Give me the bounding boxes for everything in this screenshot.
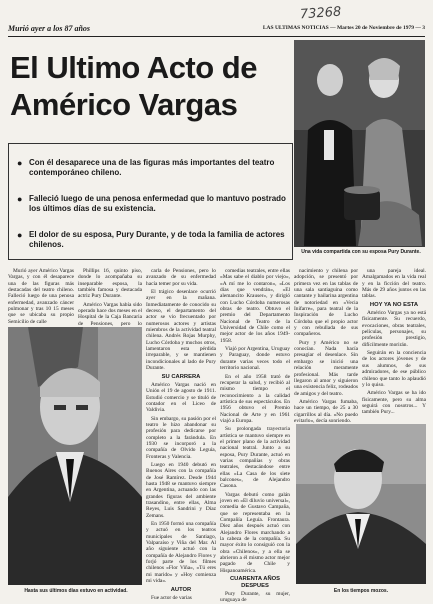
article-column-1: Murió ayer Américo Vargas Vargas, y con él desaparece una de las figuras más destacadas del teatro chileno. Falleció luego de una penosa enfermedad, avanzado cáncer pulmonar y tras 10 15 meses que se ubicaba su propio Semicilio de calle [8,268,74,325]
photo-couple [294,40,425,247]
bullet-icon: ● [17,230,23,240]
caption-young: En los tiempos mozos. [333,588,389,594]
subheading-carrera: SU CARRERA [161,373,201,380]
caption-couple: Una vida compartida con su esposa Pury Durante. [301,249,421,255]
headline-line-2: Américo Vargas [10,87,238,122]
photo-young-image [296,424,426,584]
header-left: Murió ayer a los 87 años [8,24,91,33]
bullet-icon: ● [17,194,23,204]
photo-portrait [8,327,142,585]
highlights-box [8,143,293,260]
article-column-5: nacimiento y chilena por adopción, se presentó por primera vez en las tablas de una sala santiaguina como cantante y bailarina argentina de notoriedad en «Vecia Inifarre», para teatral de la Inspiración de Lucho Córdoba que el propio actor y con rebullada de sus compañeros. Pury y Américo no se conocían. Nada hacía presagiar el desenlace. Sin embargo se inició una relación meramente profesional. Más tarde llegaron al amor y siguieron una existencia feliz, rodeados de amigos y del teatro. Américo Vargas fumaba, hace un tiempo, de 25 a 30 cigarrillos al día. «No puedo evitarlo», decía sonriendo. [294,268,358,424]
handwritten-note: 73268 [299,4,342,23]
photo-young [296,424,426,584]
subheading-autor: AUTOR [170,586,192,593]
subheading-hoy: HOY YA NO ESTA [369,301,419,308]
headline-line-1: El Ultimo Acto de [10,50,257,85]
subheading-cuarenta: CUARENTA AÑOS DESPUES [229,576,281,589]
bullet-icon: ● [17,158,23,168]
highlight-item: ● El dolor de su esposa, Pury Durante, y de toda la familia de actores chilenos. [17,230,285,249]
header-right: LAS ULTIMAS NOTICIAS — Martes 20 de Noviembre de 1979 — 3 [262,25,425,31]
caption-portrait: Hasta sus últimos días estuvo en actividad. [24,588,128,594]
article-column-2: Phillips 16, quinto piso, donde lo acompañaba su inseparable esposa, la también famosa y destacada actriz Pury Durante. Américo Vargas había sido operado hace dos meses en el Hospital de la Caja Bancaria de Pensiones, pero lo [78,268,142,327]
article-column-6: una pareja ideal. Amalgamados en la vida real y en la ficción del teatro. Más de 29 años juntos en las tablas. HOY YA NO ESTA Américo Vargas ya no está físicamente. Su recuerdo, evocaciones, obras teatrales, películas, personajes, su profesión prestigio, difícilmente morirán. Seguirán en la conciencia de los actores jóvenes y de sus alumnos, de sus admiradores, de ese público chileno que tanto lo aplaudió y lo quiso. Américo Vargas se ha ido físicamente, pero su alma seguirá con nosotros... Y también Pury... [362,268,426,416]
article-column-3: carla de Pensiones, pero lo avanzado de su enfermedad hacía temer por su vida. El trágico desenlace ocurrió ayer en la mañana. Inmediatamente de conocido su deceso, el departamento del actor se vio frecuentado por numerosos actores y artistas miembros de la actividad teatral chilena. Andrés Rojas Murphy, Lucho Córdoba y muchos otros, lamentaron esta pérdida irreparable, y se mantienen incondicionales al lado de Pury Durante. SU CARRERA Américo Vargas nació en Unión el 19 de agosto de 1911. Estudió comercio y se tituló de contador en el Liceo de Valdivia. Sin embargo, su pasión por el teatro le hizo abandonar su profesión para dedicarse por completo a la farándula. En 1930 se incorporó a la compañía de Olvido Leguía, Fronteras y Valencia. Luego en 1940 debutó en Buenos Aires con la compañía de José Ramírez. Desde 1944 hasta 1948 se mantuvo siempre en Argentina, actuando con las grandes figuras del ambiente trasandino, entre ellas, Alma Reyes, Luis Sandrini y Díaz Zemans. En 1950 formó una compañía y actuó en los teatros municipales de Santiago, Valparaíso y Viña del Mar. Al año siguiente actuó con la compañía de Alejandro Flores y forjó parte de los filmes chilenos «Flor Viña», «Tú eres mi marido» y «Hoy comienza mi vida». AUTOR Fue actor de varias [146,268,216,601]
highlight-item: ● Con él desaparece una de las figuras más importantes del teatro contemporáneo chileno. [17,158,275,177]
article-column-4: comedias teatrales, entre ellas «Mas sabe el diablo por viejo», «A mí me lo contaron», «Los días que vendrán», «El alemancito Krauser», y dirigió con Lucho Córdoba numerosas obras de teatro. Obtuvo el premio del Departamento Nacional de Teatro de la Universidad de Chile como el mejor actor de los años 1949-1958. Viajó por Argentina, Uruguay y Paraguay, donde estuvo durante varias veces todo el territorio nacional. En el año 1958 trató de recuperar la salud, y recibió al mismo tiempo el reconocimiento a la calidad artística de sus espectáculos. En 1956 obtuvo el Premio Nacional de Arte y en 1961 viajó a Europa. Su prolongada trayectoria artística se mantuvo siempre en el primer plano de la actividad nacional teatral. Junto a su esposa, Pury Durante, actuó en varias compañías y obras teatrales, destacándose entre ellas «La Casa de los siete balcones», de Alejandro Casona. Vargas debutó como galán joven en «El diluvio universal», comedia de Gustavo Campaña, que se representaba en la Compañía Leguía. Frontaura. Diez años después actuó con Alejandro Flores marchando a la cabeza de la compañía. Su mayor éxito lo consiguió con la obra «Chilenos», y a ella se abrieron a él mismo actor mejor pagado de Chile y Hispanoamérica. CUARENTA AÑOS DESPUES Pury Durante, su mujer, uruguaya de [220,268,290,604]
highlight-item: ● Falleció luego de una penosa enfermedad que lo mantuvo postrado los últimos días de su existencia. [17,194,286,213]
photo-portrait-image [8,327,142,585]
header-bar [8,22,425,37]
photo-couple-image [294,40,425,247]
